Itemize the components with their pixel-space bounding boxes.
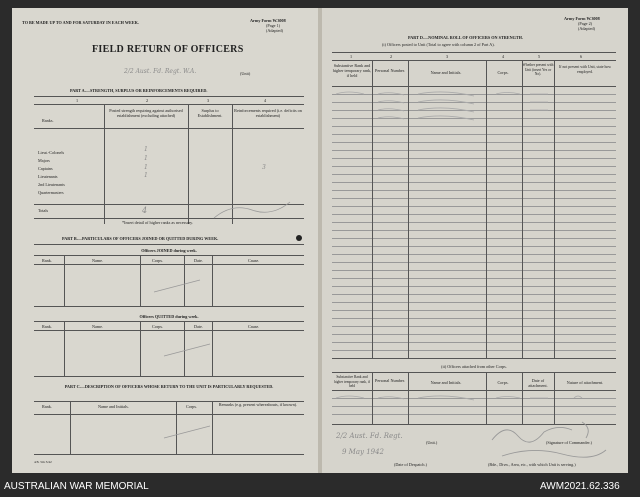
hw-value: 1 [144, 164, 148, 171]
col-corps: Corps. [152, 324, 164, 329]
col-number: 3 [446, 54, 449, 59]
strike-line [162, 424, 212, 440]
attachment-date-header: Date of attachment. [528, 378, 548, 388]
unit-handwritten: 2/2 Aust. Fd. Regt. W.A. [124, 68, 197, 75]
col-name: Name. [92, 324, 104, 329]
name-header: Name and Initials. [430, 70, 462, 75]
form-page: (Page 2) [578, 21, 593, 26]
col-name-initials: Name and Initials. [98, 404, 129, 409]
col-number: 2 [390, 54, 393, 59]
place-label: (Bde., Divn., Area, etc., with which Unit is serving.) [488, 462, 576, 467]
joined-title: Officers JOINED during week. [141, 248, 197, 253]
rank-header: Substantive Rank and higher temporary rank, if held [332, 63, 372, 78]
hw-unit: 2/2 Aust. Fd. Regt. [336, 432, 403, 440]
hw-value: 1 [144, 155, 148, 162]
handwritten-attached [334, 392, 584, 402]
name-header: Name and Initials. [430, 380, 462, 385]
col-number: 1 [350, 54, 353, 59]
printer-code: 4/8. 5m 3/42 [34, 460, 52, 464]
part-a-footnote: *Insert detail of higher ranks as necessary. [122, 220, 194, 225]
col-number: 5 [538, 54, 541, 59]
present-header: Whether present with Unit (insert Yes or No). [522, 63, 554, 76]
form-adapted: (Adapted) [266, 28, 283, 33]
commander-signature [482, 416, 612, 466]
personal-number-header: Personal Number. [374, 378, 405, 383]
part-d-heading: PART D.—NOMINAL ROLL OF OFFICERS ON STRENGTH. [408, 35, 523, 40]
rank-lieut-colonels: Lieut.-Colonels [38, 150, 65, 155]
left-page [12, 8, 318, 473]
attachment-nature-header: Nature of attachment. [566, 380, 604, 385]
form-page: (Page 1) [266, 23, 281, 28]
col-name: Name. [92, 258, 104, 263]
part-b-heading: PART B.—PARTICULARS OF OFFICERS JOINED OR QUITTED DURING WEEK. [62, 236, 219, 241]
quitted-title: Officers QUITTED during week. [139, 314, 199, 319]
unit-label: (Unit.) [426, 440, 438, 445]
rank-lieutenants: Lieutenants [38, 174, 58, 179]
strike-line [152, 278, 202, 294]
punch-hole [296, 235, 302, 241]
hw-value: 4 [142, 206, 148, 215]
col-cause: Cause. [248, 258, 260, 263]
footer-id: AWM2021.62.336 [540, 481, 620, 492]
col-date: Date. [194, 324, 203, 329]
col-date: Date. [194, 258, 203, 263]
unit-label: (Unit) [240, 71, 251, 76]
part-d-sub: (i) Officers posted to Unit (Total to agree with column 2 of Part A). [382, 42, 495, 47]
form-adapted: (Adapted) [578, 26, 595, 31]
col-number: 4 [264, 98, 267, 103]
handwritten-scribble [212, 198, 292, 222]
top-instruction: TO BE MADE UP TO AND FOR SATURDAY IN EACH WEEK. [22, 20, 139, 25]
signature-label: (Signature of Commander.) [546, 440, 592, 445]
totals-label: Totals [38, 208, 49, 213]
corps-header: Corps. [497, 70, 509, 75]
surplus-header: Surplus to Establishment. [197, 108, 223, 118]
col-number: 3 [207, 98, 210, 103]
handwritten-entries [334, 88, 554, 122]
col-cause: Cause. [248, 324, 260, 329]
rank-quartermasters: Quartermasters [38, 190, 64, 195]
posted-strength-header: Posted strength requiring against authorised establishment (excluding attached) [109, 108, 183, 118]
col-rank: Rank. [42, 404, 52, 409]
col-number: 1 [76, 98, 79, 103]
hw-date: 9 May 1942 [342, 448, 385, 456]
col-rank: Rank. [42, 324, 52, 329]
col-number: 4 [502, 54, 505, 59]
date-label: (Date of Despatch.) [394, 462, 427, 467]
rank-captains: Captains [38, 166, 53, 171]
strike-line [162, 342, 212, 358]
right-page [322, 8, 628, 473]
hw-value: 1 [144, 146, 148, 153]
col-remarks: Remarks (e.g. present whereabouts, if known). [218, 402, 298, 407]
hw-value: 1 [144, 172, 148, 179]
col-corps: Corps. [152, 258, 164, 263]
personal-number-header: Personal Number. [374, 68, 405, 73]
col-rank: Rank. [42, 258, 52, 263]
rank-2nd-lieutenants: 2nd Lieutenants [38, 182, 65, 187]
part-a-heading: PART A.—STRENGTH, SURPLUS OR REINFORCEMENTS REQUIRED. [70, 88, 208, 93]
col-number: 6 [580, 54, 583, 59]
footer-source: AUSTRALIAN WAR MEMORIAL [4, 481, 149, 492]
rank-header: Substantive Rank and higher temporary rank, if held [333, 375, 371, 388]
hw-value: 3 [262, 164, 266, 171]
form-number: Army Form W.3008 [564, 16, 600, 21]
document-title: FIELD RETURN OF OFFICERS [92, 44, 244, 55]
form-number: Army Form W.3008 [250, 18, 286, 23]
part-c-heading: PART C.—DESCRIPTION OF OFFICERS WHOSE RETURN TO THE UNIT IS PARTICULARLY REQUESTED. [64, 384, 274, 389]
reinforcements-header: Reinforcements required (i.e. deficits on establishment) [234, 108, 302, 118]
rank-majors: Majors [38, 158, 50, 163]
col-corps: Corps. [186, 404, 198, 409]
employment-header: If not present with Unit, state how employed. [559, 65, 611, 74]
corps-header: Corps. [497, 380, 509, 385]
col-number: 2 [146, 98, 149, 103]
ranks-header: Ranks. [42, 118, 54, 123]
attached-heading: (ii) Officers attached from other Corps. [441, 364, 507, 369]
